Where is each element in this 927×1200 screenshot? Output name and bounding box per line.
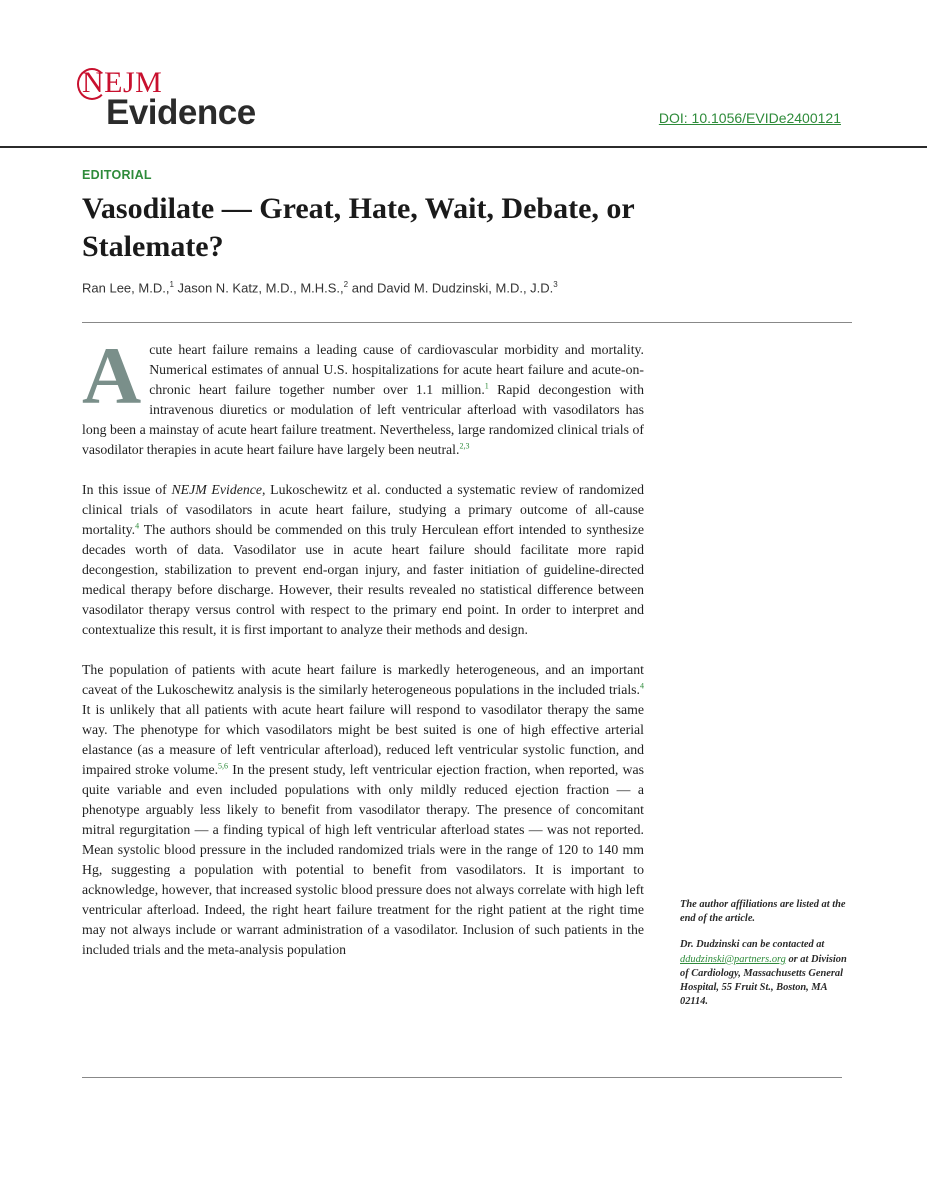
logo-evidence-text: Evidence [106,93,256,132]
citation-ref[interactable]: 1 [484,381,489,391]
author-list [82,280,558,295]
author-name: and David M. Dudzinski, M.D., J.D. [348,280,554,296]
title-divider [82,322,852,323]
author-affiliation-ref: 1 [169,280,174,289]
contact-email-link[interactable]: ddudzinski@partners.org [680,953,786,965]
article-body [82,330,645,980]
affiliation-sidebar [680,898,850,1021]
article-type-kicker: EDITORIAL [82,168,152,182]
footer-divider [82,1077,842,1078]
logo-ring-icon [77,68,107,100]
nejm-evidence-logo [82,66,272,130]
paragraph-1: Acute heart failure remains a leading cause of cardiovascular morbidity and mortality. Numerical estimates of annual U.S. hospitalizations for acute heart failure and acute-on-chronic heart failure together number over 1.1 million.$^1$ Rapid decongestion with intravenous diuretics or modulation of left ventricular afterload with vasodilators has long been a mainstay of acute heart failure treatment. Nevertheless, large randomized clinical trials of vasodilator therapies in acute heart failure have largely been neutral.$^{2,3}$ [82,330,644,457]
author-affiliation-ref: 3 [553,280,558,289]
logo-nejm-text: NEJM [82,66,162,100]
header-divider [0,146,927,148]
citation-ref[interactable]: 2,3 [459,441,470,451]
author-name: Jason N. Katz, M.D., M.H.S., [173,280,344,296]
contact-note: Dr. Dudzinski can be contacted at ddudzinski@partners.org or at Division of Cardiology, Massachusetts General Hospital, 55 Fruit St., Boston, MA 02114. [680,939,847,1008]
article-title: Vasodilate — Great, Hate, Wait, Debate, or Stalemate? [82,192,635,263]
affiliation-note: The author affiliations are listed at the end of the article. [680,899,846,925]
author-name: Ran Lee, M.D., [82,280,170,296]
citation-ref[interactable]: 4 [640,681,644,691]
journal-name: NEJM Evidence [171,482,262,497]
author-affiliation-ref: 2 [343,280,349,289]
citation-ref[interactable]: 4 [135,521,140,531]
citation-ref[interactable]: 5,6 [218,761,229,771]
drop-cap: A [82,330,142,421]
paragraph-2: In this issue of NEJM Evidence, Lukoschewitz et al. conducted a systematic review of randomized clinical trials of vasodilators in acute heart failure, studying a primary outcome of all-cause mortality.$^4$ The authors should be commended on this truly Herculean effort intended to synthesize decades worth of data. Vasodilator use in acute heart failure should facilitate more rapid decongestion, stabilization to prevent end-organ injury, and faster initiation of guideline-directed medical therapy before discharge. However, their results revealed no statistical difference between vasodilator therapy versus control with respect to the primary end point. In order to interpret and contextualize this result, it is first important to analyze their methods and design. [82,482,645,637]
paragraph-3: The population of patients with acute heart failure is markedly heterogeneous, and an important caveat of the Lukoschewitz analysis is the similarly heterogeneous populations in the included trials.$^4$ It is unlikely that all patients with acute heart failure will respond to vasodilator therapy the same way. The phenotype for which vasodilators might be best suited is one of high effective arterial elastance (as a measure of left ventricular afterload), reduced left ventricular systolic function, and impaired stroke volume.$^{5,6}$ In the present study, left ventricular ejection fraction, when reported, was quite variable and even included populations with only mildly reduced ejection fraction — a phenotype arguably less likely to benefit from vasodilator therapy. The presence of concomitant mitral regurgitation — a finding typical of high left ventricular afterload states — was not reported. Mean systolic blood pressure in the included randomized trials were in the range of 120 to 140 mm Hg, suggesting a population with potential to benefit from vasodilators. It is important to acknowledge, however, that increased systolic blood pressure does not always correlate with high left ventricular afterload. Indeed, the right heart failure treatment for the right patient at the right time may not always include or warrant administration of a vasodilator. Inclusion of such patients in the included trials and the meta-analysis population [82,662,644,957]
doi-link[interactable]: DOI: 10.1056/EVIDe2400121 [658,110,841,126]
